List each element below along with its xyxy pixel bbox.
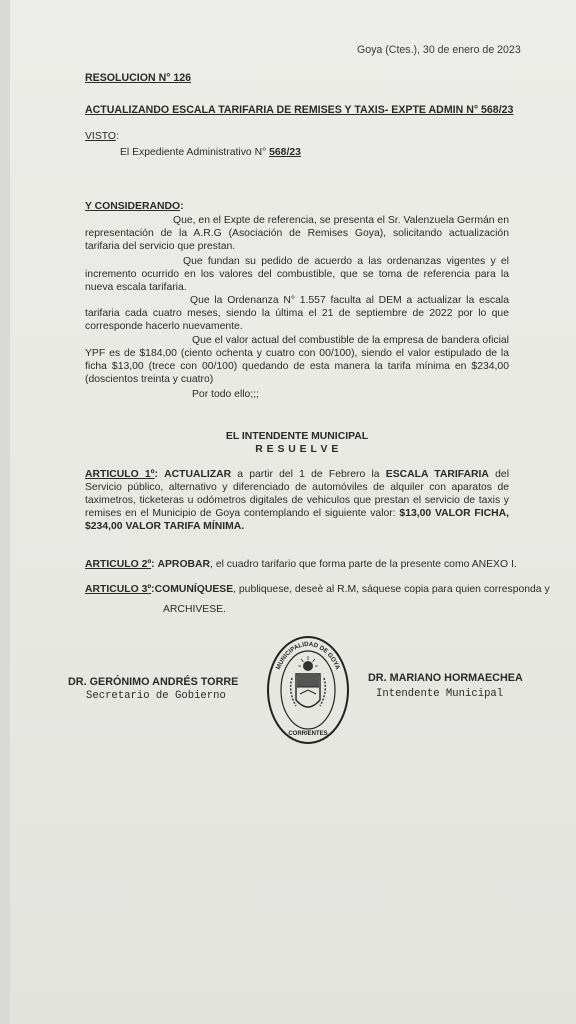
visto-colon: : [116,131,119,142]
expte-number: 568/23 [269,147,301,158]
considerando-heading [85,200,184,213]
article-3-text: , publiquese, deseè al R.M, sáquese copia para quien corresponda y [233,584,550,595]
article-3 [85,583,550,596]
resolution-number: RESOLUCION N° 126 [85,72,192,84]
article-2 [85,558,517,571]
article-1-verb: ACTUALIZAR [164,469,232,480]
authority-heading: EL INTENDENTE MUNICIPAL [225,431,369,442]
article-1-colon: : [154,469,158,480]
article-1-bold: ESCALA TARIFARIA [385,469,489,480]
article-2-text: , el cuadro tarifario que forma parte de la presente como ANEXO I. [210,559,517,570]
expte-text: El Expediente Administrativo N° [120,147,267,158]
document-date: Goya (Ctes.), 30 de enero de 2023 [357,44,521,56]
signature-left-role: Secretario de Gobierno [86,690,226,702]
signature-right-name: DR. MARIANO HORMAECHEA [368,672,523,684]
considerando-label: Y CONSIDERANDO [85,201,181,212]
resolution-subject: ACTUALIZANDO ESCALA TARIFARIA DE REMISES Y TAXIS- EXPTE ADMIN N° 568/23 [85,104,514,116]
considerando-p2: Que fundan su pedido de acuerdo a las ordenanzas vigentes y el incremento ocurrido en los valores del combustible, que se toma de referencia para la nueva escala tarifaria. [85,256,509,293]
visto-text [120,146,301,159]
visto-heading [85,130,119,143]
article-1-values: $13,00 VALOR FICHA, $234,00 VALOR TARIFA MÍNIMA. [85,508,509,532]
seal-ring-text: MUNICIPALIDAD DE GOYA [274,640,342,671]
article-3-end: ARCHIVESE. [163,604,226,615]
article-3-colon: : [151,584,155,595]
article-2-colon: : [151,559,155,570]
signature-left-name: DR. GERÓNIMO ANDRÉS TORRE [68,676,239,688]
article-1-text1: a partir del 1 de Febrero la [237,469,380,480]
resuelve-heading: R E S U E L V E [255,444,339,455]
seal-bottom-text: CORRIENTES [288,731,328,737]
considerando-p3: Que la Ordenanza N° 1.557 faculta al DEM a actualizar la escala tarifaria cada cuatro meses, siendo la última el 21 de septiembre de 2022 por lo que corresponde hacerlo nuevamente. [85,295,509,332]
article-1-label: ARTICULO 1º [85,469,155,480]
article-1 [85,468,509,533]
article-3-verb: COMUNÍQUESE [154,584,234,595]
signature-right-role: Intendente Municipal [376,688,504,700]
article-3-label: ARTICULO 3º [85,584,152,595]
considerando-p4: Que el valor actual del combustible de la empresa de bandera oficial YPF es de $184,00 (ciento ochenta y cuatro con 00/100), siendo el valor estipulado de la ficha $13,00 (trece con 00/100) quedando de esta manera la tarifa mínima en $234,00 (doscientos treinta y cuatro) [85,335,509,385]
considerando-closing: Por todo ello;;; [192,389,260,400]
article-1-text2: del Servicio público, alternativo y diferenciado de automóviles de alquiler con aparatos de taximetros, ticketeras u odómetros digitales de vehiculos que prestan el servicio de taxis y remises en el Municipio de Goya contemplando el siguiente valor: [85,469,510,519]
considerando-p1: Que, en el Expte de referencia, se presenta el Sr. Valenzuela Germán en representación de la A.R.G (Asociación de Remises Goya), solicitando actualización tarifaria del servicio que prestan. [85,215,509,252]
article-2-verb: APROBAR [157,559,211,570]
considerando-colon: : [180,201,184,212]
visto-label: VISTO [85,131,116,142]
municipal-seal-icon [266,634,350,746]
article-2-label: ARTICULO 2º [85,559,152,570]
